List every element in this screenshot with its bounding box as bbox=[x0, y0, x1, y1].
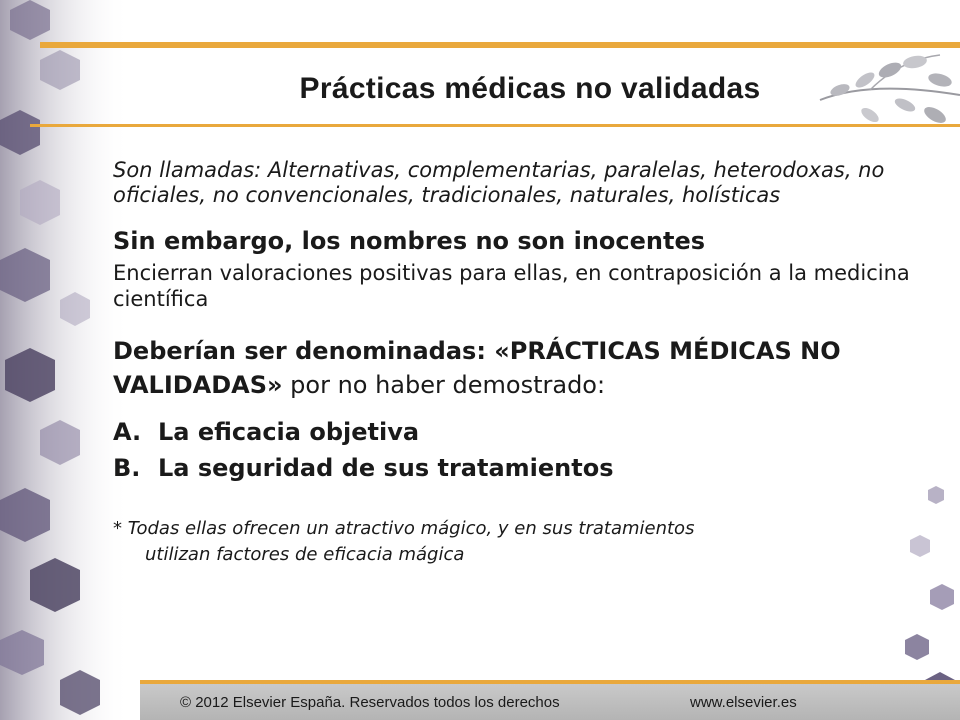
section-heading: Sin embargo, los nombres no son inocentes bbox=[113, 227, 706, 255]
slide-content bbox=[113, 158, 913, 568]
list-item-letter: B. bbox=[113, 454, 141, 482]
hexagon-pattern-decoration bbox=[0, 0, 130, 720]
copyright-text: © 2012 Elsevier España. Reservados todos los derechos bbox=[180, 694, 560, 711]
section-paragraph: Encierran valoraciones positivas para ellas, en contraposición a la medicina científica bbox=[113, 261, 910, 311]
list-item-text: La eficacia objetiva bbox=[158, 418, 420, 446]
top-accent-bar bbox=[40, 42, 960, 48]
list-item bbox=[113, 414, 913, 450]
intro-text: Son llamadas: Alternativas, complementarias, paralelas, heterodoxas, no oficiales, no convencionales, tradicionales, naturales, holísticas bbox=[113, 158, 885, 207]
slide-title: Prácticas médicas no validadas bbox=[299, 72, 761, 105]
list-item-text: La seguridad de sus tratamientos bbox=[158, 454, 614, 482]
statement bbox=[113, 334, 913, 402]
title-underline-bar bbox=[30, 124, 960, 127]
list-item-letter: A. bbox=[113, 418, 142, 446]
website-link[interactable]: www.elsevier.es bbox=[690, 694, 797, 711]
footnote-line-2: utilizan factores de eficacia mágica bbox=[145, 544, 465, 565]
statement-rest: por no haber demostrado: bbox=[282, 371, 606, 399]
requirements-list bbox=[113, 414, 913, 486]
footnote bbox=[113, 516, 913, 568]
list-item bbox=[113, 450, 913, 486]
statement-bold: Deberían ser denominadas: «PRÁCTICAS MÉDICAS NO VALIDADAS» bbox=[113, 337, 841, 399]
footnote-line-1: * Todas ellas ofrecen un atractivo mágico, y en sus tratamientos bbox=[113, 518, 695, 539]
